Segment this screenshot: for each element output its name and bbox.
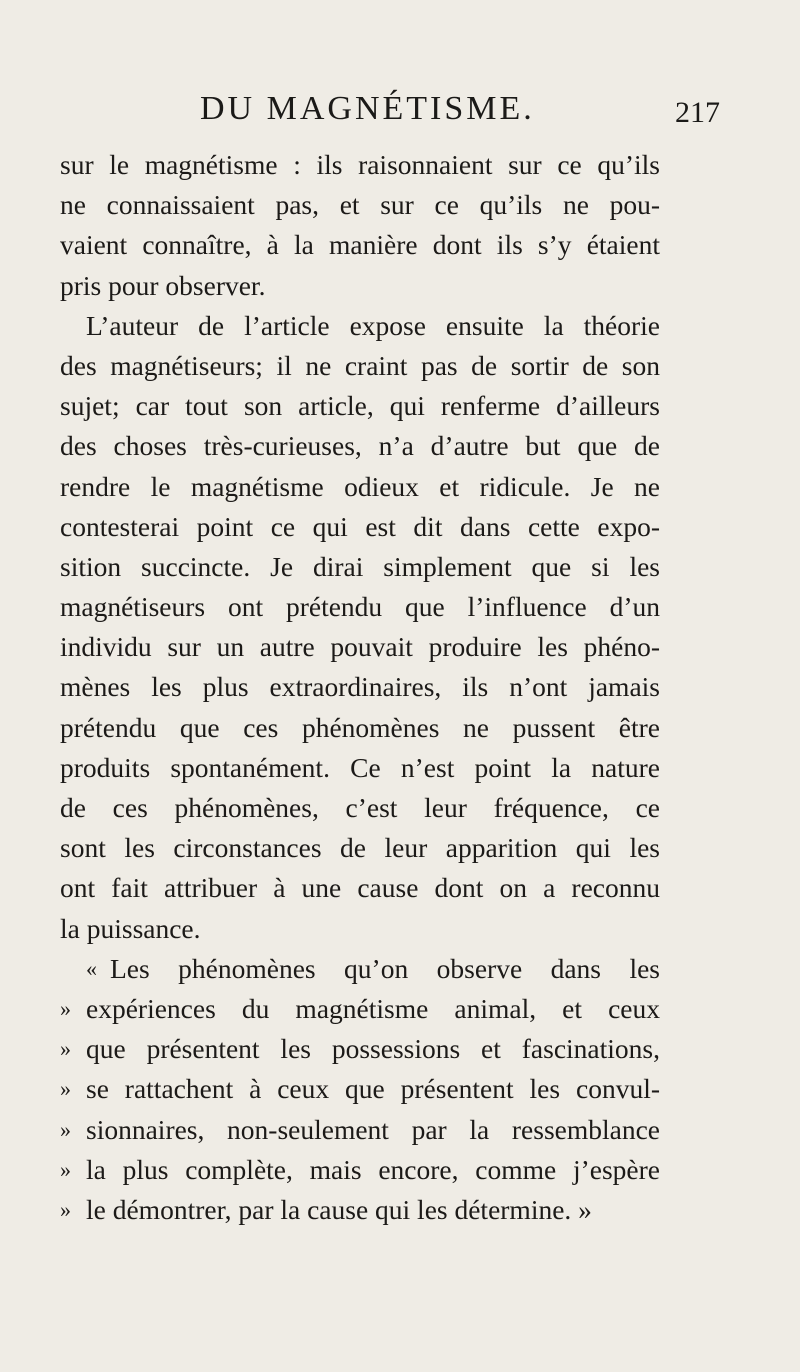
quote-text: la plus complète, mais encore, comme j’espère — [86, 1153, 660, 1185]
text-line: sujet; car tout son article, qui renferme d’ailleurs — [60, 390, 660, 422]
body-text — [60, 145, 660, 1230]
quote-line — [60, 1190, 660, 1230]
quote-text: Les phénomènes qu’on observe dans les — [110, 952, 660, 984]
text-line: ont fait attribuer à une cause dont on a reconnu — [60, 872, 660, 904]
quote-line — [60, 989, 660, 1029]
text-line: L’auteur de l’article expose ensuite la théorie — [86, 309, 660, 341]
quote-text: le démontrer, par la cause qui les détermine. » — [86, 1193, 592, 1225]
continue-quote-mark: » — [60, 995, 71, 1021]
continue-quote-mark: » — [60, 1116, 71, 1142]
text-line: individu sur un autre pouvait produire les phéno- — [60, 631, 660, 663]
continue-quote-mark: » — [60, 1036, 71, 1062]
text-line: vaient connaître, à la manière dont ils s’y étaient — [60, 229, 660, 261]
text-line: magnétiseurs ont prétendu que l’influence d’un — [60, 591, 660, 623]
text-line: la puissance. — [60, 912, 201, 944]
text-line: rendre le magnétisme odieux et ridicule. Je ne — [60, 470, 660, 502]
text-line: sition succincte. Je dirai simplement que si les — [60, 550, 660, 582]
text-line: sur le magnétisme : ils raisonnaient sur ce qu’ils — [60, 149, 660, 180]
quote-text: sionnaires, non-seulement par la ressemblance — [86, 1113, 660, 1145]
continue-quote-mark: » — [60, 1076, 71, 1102]
text-line: prétendu que ces phénomènes ne pussent être — [60, 711, 660, 743]
paragraph-2 — [60, 306, 660, 949]
quotation — [60, 949, 660, 1230]
paragraph-1 — [60, 145, 660, 306]
page-number: 217 — [675, 96, 720, 129]
text-line: sont les circonstances de leur apparition qui les — [60, 832, 660, 864]
text-line: pris pour observer. — [60, 269, 266, 301]
quote-line — [60, 949, 660, 989]
text-line: des choses très-curieuses, n’a d’autre but que de — [60, 430, 660, 462]
quote-text: expériences du magnétisme animal, et ceux — [86, 992, 660, 1024]
continue-quote-mark: » — [60, 1196, 71, 1222]
open-quote-mark: « — [86, 955, 97, 981]
text-line: ne connaissaient pas, et sur ce qu’ils ne pou- — [60, 189, 660, 221]
text-line: de ces phénomènes, c’est leur fréquence, ce — [60, 792, 660, 823]
quote-line — [60, 1069, 660, 1109]
quote-line — [60, 1029, 660, 1069]
text-line: contesterai point ce qui est dit dans cette expo- — [60, 510, 660, 542]
quote-text: que présentent les possessions et fascinations, — [86, 1033, 660, 1065]
running-title: DU MAGNÉTISME. — [200, 90, 535, 127]
text-line: produits spontanément. Ce n’est point la nature — [60, 751, 660, 783]
continue-quote-mark: » — [60, 1156, 71, 1182]
text-line: des magnétiseurs; il ne craint pas de sortir de son — [60, 349, 660, 381]
text-line: mènes les plus extraordinaires, ils n’ont jamais — [60, 671, 660, 703]
quote-line — [60, 1110, 660, 1150]
quote-text: se rattachent à ceux que présentent les convul- — [86, 1073, 660, 1105]
page-header — [200, 90, 720, 134]
quote-line — [60, 1150, 660, 1190]
